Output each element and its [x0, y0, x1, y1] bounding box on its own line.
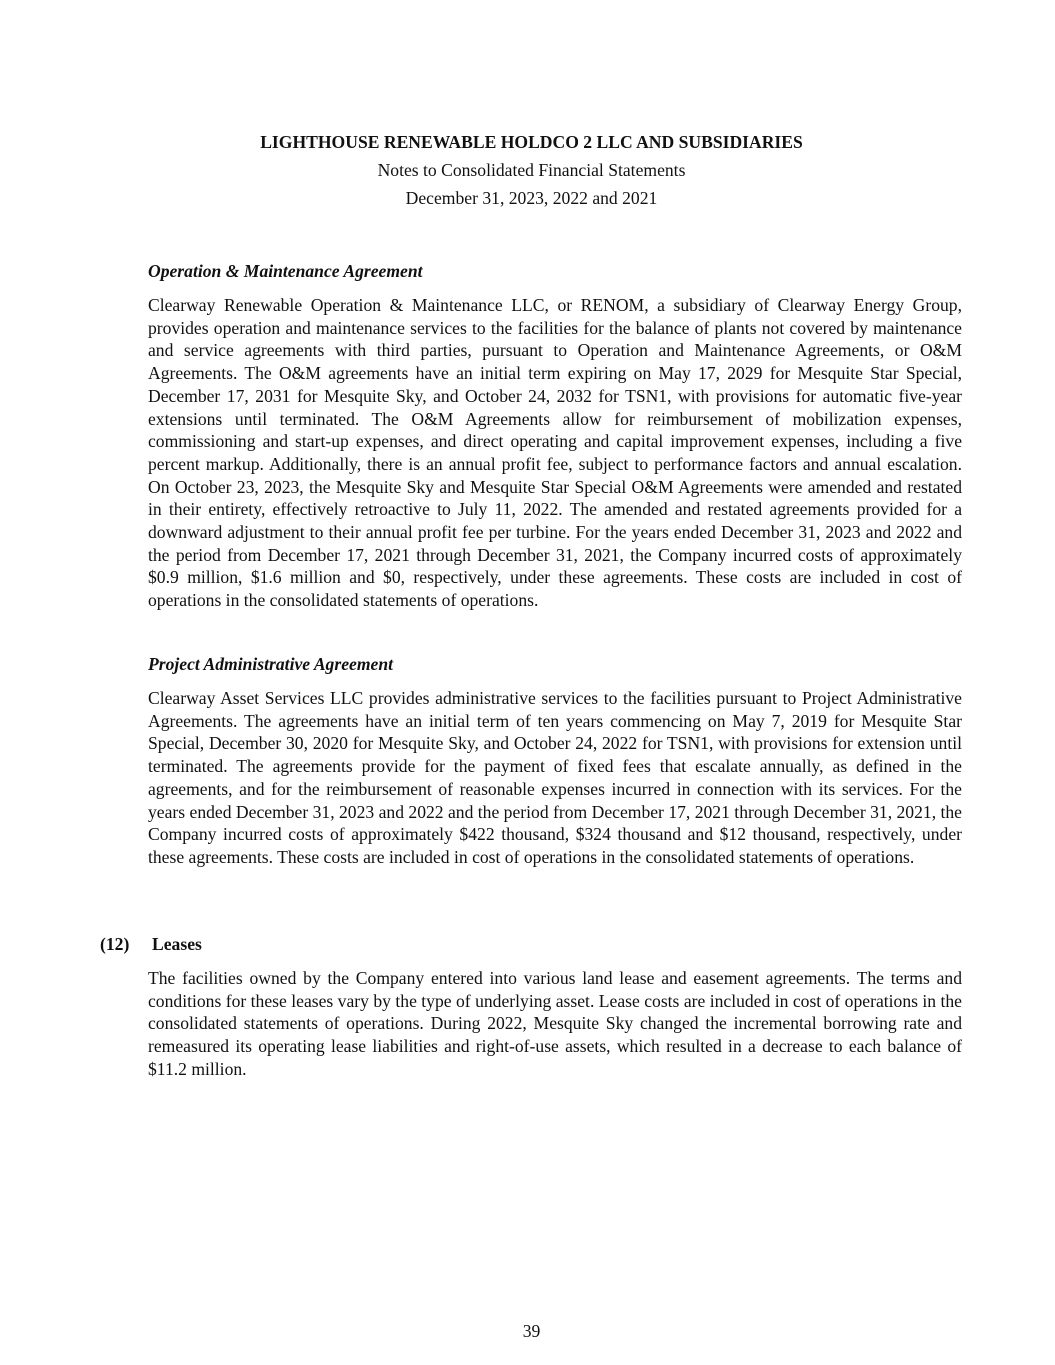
pa-agreement-heading: Project Administrative Agreement — [148, 654, 393, 674]
document-subtitle: Notes to Consolidated Financial Statements — [377, 160, 686, 180]
leases-body: The facilities owned by the Company entered into various land lease and easement agreements. The terms and conditions for these leases vary by the type of underlying asset. Lease costs are included in cost of operations in the consolidated statements of operations. During 2022, Mesquite Sky changed the incremental borrowing rate and remeasured its operating lease liabilities and right-of-use assets, which resulted in a decrease to each balance of $11.2 million. — [148, 968, 962, 1079]
leases-title: Leases — [152, 934, 202, 954]
page-number: 39 — [522, 1321, 541, 1341]
company-name: LIGHTHOUSE RENEWABLE HOLDCO 2 LLC AND SUBSIDIARIES — [260, 132, 803, 152]
pa-agreement-body: Clearway Asset Services LLC provides administrative services to the facilities pursuant to Project Administrative Agreements. The agreements have an initial term of ten years commencing on May 7, 2019 for Mesquite Star Special, December 30, 2020 for Mesquite Sky, and October 24, 2022 for TSN1, with provisions for extension until terminated. The agreements provide for the payment of fixed fees that escalate annually, as defined in the agreements, and for the reimbursement of reasonable expenses incurred in connection with its services. For the years ended December 31, 2023 and 2022 and the period from December 17, 2021 through December 31, 2021, the Company incurred costs of approximately $422 thousand, $324 thousand and $12 thousand, respectively, under these agreements. These costs are included in cost of operations in the consolidated statements of operations. — [148, 688, 962, 867]
leases-heading — [100, 933, 202, 955]
document-date: December 31, 2023, 2022 and 2021 — [405, 188, 658, 208]
om-agreement-section — [148, 294, 962, 612]
leases-section — [148, 967, 962, 1081]
leases-note-number: (12) — [100, 934, 130, 954]
om-agreement-heading: Operation & Maintenance Agreement — [148, 261, 423, 281]
om-agreement-body: Clearway Renewable Operation & Maintenance LLC, or RENOM, a subsidiary of Clearway Energy Group, provides operation and maintenance services to the facilities for the balance of plants not covered by maintenance and service agreements with third parties, pursuant to Operation and Maintenance Agreements, or O&M Agreements. The O&M agreements have an initial term expiring on May 17, 2029 for Mesquite Star Special, December 17, 2031 for Mesquite Sky, and October 24, 2032 for TSN1, with provisions for automatic five-year extensions until terminated. The O&M Agreements allow for reimbursement of mobilization expenses, commissioning and start-up expenses, and direct operating and capital improvement expenses, including a five percent markup. Additionally, there is an annual profit fee, subject to performance factors and annual escalation. On October 23, 2023, the Mesquite Sky and Mesquite Star Special O&M Agreements were amended and restated in their entirety, effectively retroactive to July 11, 2022. The amended and restated agreements provided for a downward adjustment to their annual profit fee per turbine. For the years ended December 31, 2023 and 2022 and the period from December 17, 2021 through December 31, 2021, the Company incurred costs of approximately $0.9 million, $1.6 million and $0, respectively, under these agreements. These costs are included in cost of operations in the consolidated statements of operations. — [148, 295, 962, 611]
pa-agreement-section — [148, 687, 962, 869]
